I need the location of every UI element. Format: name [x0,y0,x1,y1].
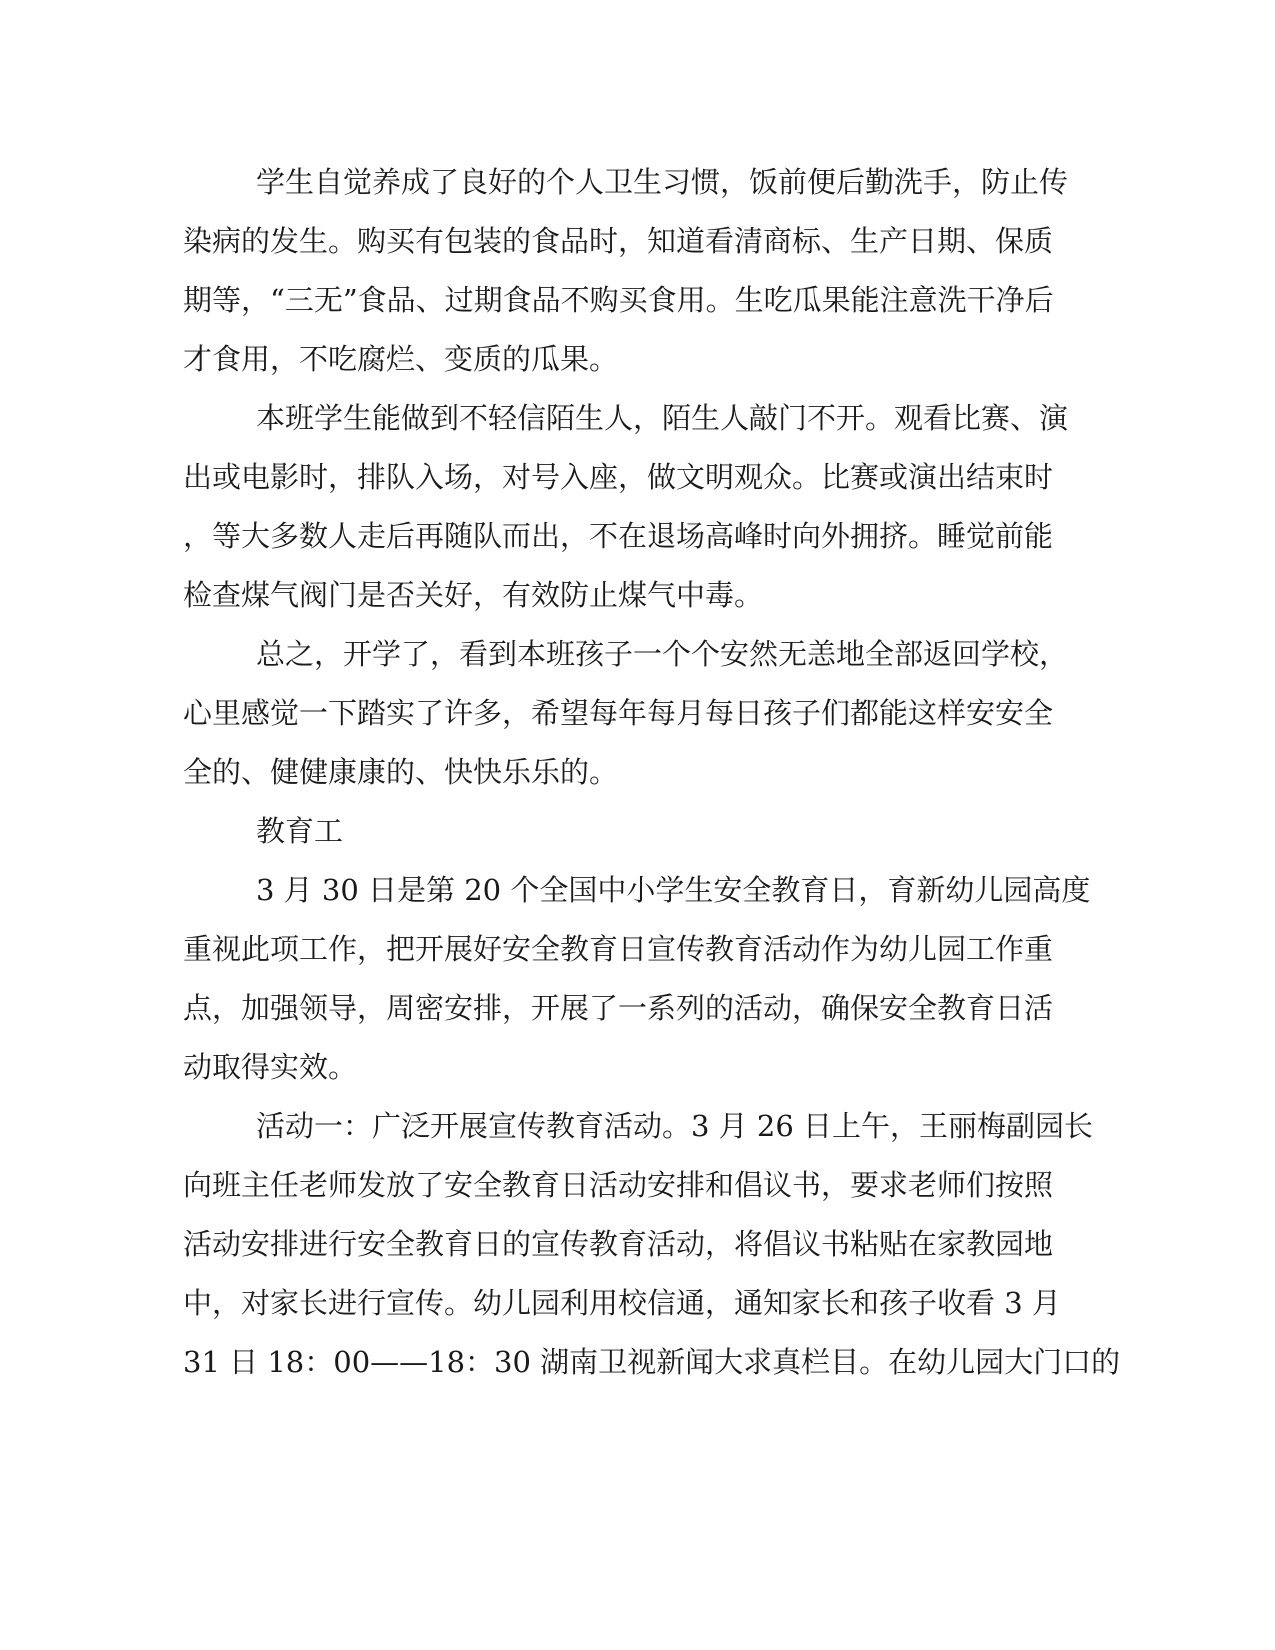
paragraph-1-line-1: 学生自觉养成了良好的个人卫生习惯，饭前便后勤洗手，防止传 [256,165,1069,199]
paragraph-6-line-3: 活动安排进行安全教育日的宣传教育活动，将倡议书粘贴在家教园地 [183,1227,1054,1261]
paragraph-1-line-3: 期等，“三无”食品、过期食品不购买食用。生吃瓜果能注意洗干净后 [183,283,1054,317]
paragraph-1-line-4: 才食用，不吃腐烂、变质的瓜果。 [183,342,619,376]
paragraph-2-line-3: ，等大多数人走后再随队而出，不在退场高峰时向外拥挤。睡觉前能 [183,519,1054,553]
paragraph-1-line-2: 染病的发生。购买有包装的食品时，知道看清商标、生产日期、保质 [183,224,1054,258]
paragraph-5-line-3: 点，加强领导，周密安排，开展了一系列的活动，确保安全教育日活 [183,991,1054,1025]
paragraph-5-line-1: 3 月 30 日是第 20 个全国中小学生安全教育日，育新幼儿园高度 [256,873,1091,907]
paragraph-5-line-2: 重视此项工作，把开展好安全教育日宣传教育活动作为幼儿园工作重 [183,932,1054,966]
paragraph-4-line-1: 教育工 [256,814,344,848]
paragraph-6-line-1: 活动一：广泛开展宣传教育活动。3 月 26 日上午，王丽梅副园长 [256,1109,1094,1143]
paragraph-2-line-4: 检查煤气阀门是否关好，有效防止煤气中毒。 [183,578,764,612]
paragraph-3-line-2: 心里感觉一下踏实了许多，希望每年每月每日孩子们都能这样安安全 [183,696,1054,730]
paragraph-5-line-4: 动取得实效。 [183,1050,358,1084]
paragraph-6-line-5: 31 日 18：00——18：30 湖南卫视新闻大求真栏目。在幼儿园大门口的 [183,1345,1121,1379]
paragraph-6-line-4: 中，对家长进行宣传。幼儿园利用校信通，通知家长和孩子收看 3 月 [183,1286,1061,1320]
paragraph-3-line-3: 全的、健健康康的、快快乐乐的。 [183,755,619,789]
paragraph-3-line-1: 总之，开学了，看到本班孩子一个个安然无恙地全部返回学校， [256,637,1069,671]
paragraph-2-line-1: 本班学生能做到不轻信陌生人，陌生人敲门不开。观看比赛、演 [256,401,1069,435]
paragraph-6-line-2: 向班主任老师发放了安全教育日活动安排和倡议书，要求老师们按照 [183,1168,1054,1202]
paragraph-2-line-2: 出或电影时，排队入场，对号入座，做文明观众。比赛或演出结束时 [183,460,1054,494]
